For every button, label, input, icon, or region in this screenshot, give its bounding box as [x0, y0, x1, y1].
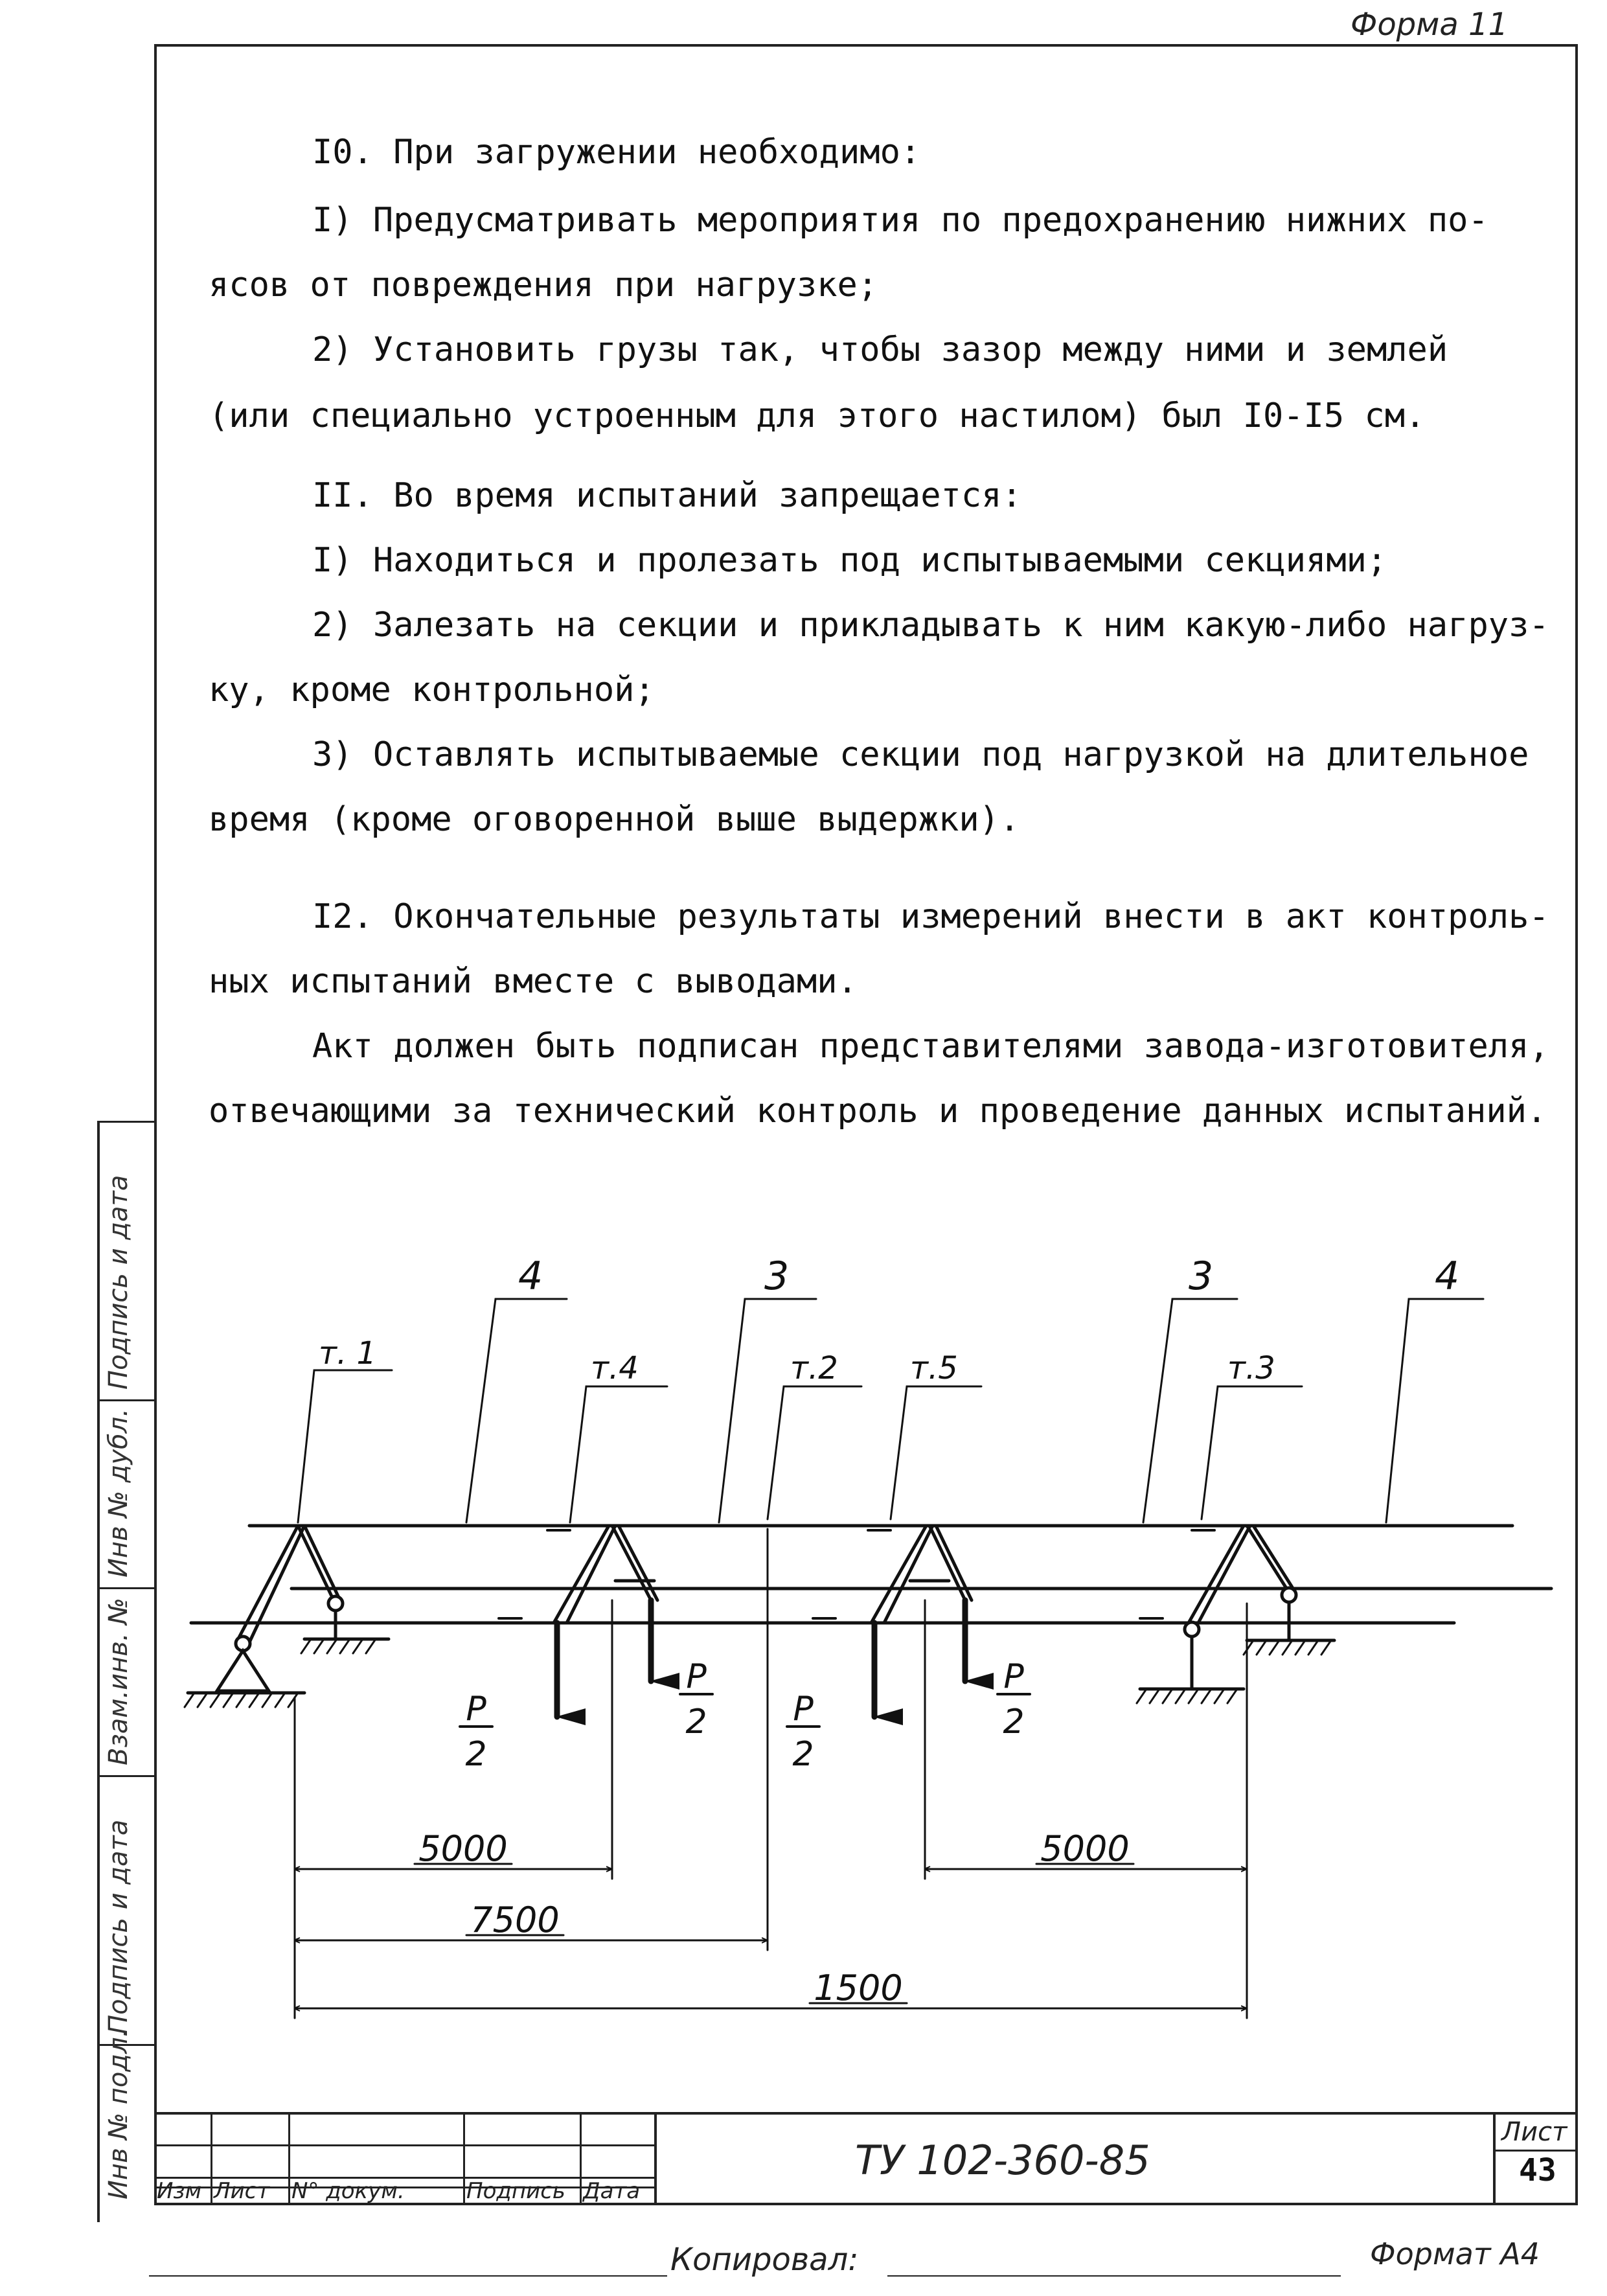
- paragraph-13a: Акт должен быть подписан представителями завода-изготовителя,: [312, 1027, 1549, 1066]
- side-stamp-label: Взам.инв. №: [104, 1598, 133, 1765]
- load-fraction-bars: [460, 1694, 1030, 1727]
- document-code: ТУ 102-360-85: [855, 2137, 1150, 2184]
- paragraph-10-2b: (или специально устроенным для этого настилом) был I0-I5 см.: [209, 396, 1426, 435]
- side-stamp-label: Подпись и дата: [104, 1819, 133, 2034]
- form-label: Форма 11: [1351, 6, 1509, 43]
- point-label: т. 1: [319, 1335, 377, 1372]
- callout-label: 3: [764, 1254, 790, 1299]
- title-block-column-label: Лист: [214, 2178, 270, 2204]
- title-block-column-label: Дата: [583, 2178, 641, 2204]
- load-label-denominator: 2: [685, 1703, 707, 1741]
- format-label: Формат А4: [1370, 2236, 1540, 2271]
- paragraph-11-2b: ку, кроме контрольной;: [209, 671, 655, 709]
- point-label: т.3: [1227, 1350, 1275, 1386]
- dimension-label: 5000: [1040, 1828, 1130, 1869]
- paragraph-11-3b: время (кроме оговоренной выше выдержки).: [209, 800, 1020, 839]
- paragraph-11-3a: 3) Оставлять испытываемые секции под нагрузкой на длительное: [312, 735, 1529, 774]
- paragraph-10: I0. При загружении необходимо:: [312, 133, 921, 172]
- paragraph-12a: I2. Окончательные результаты измерений внести в акт контроль-: [312, 897, 1549, 936]
- title-block-column-label: N° докум.: [291, 2178, 405, 2204]
- point-label: т.2: [790, 1350, 838, 1386]
- sheet-number: 43: [1519, 2152, 1556, 2188]
- callout-label: 3: [1189, 1254, 1214, 1299]
- hatch-right: [1137, 1640, 1331, 1703]
- paragraph-10-1b: ясов от повреждения при нагрузке;: [209, 266, 878, 304]
- dimension-label: 7500: [470, 1900, 560, 1940]
- load-label-numerator: P: [1003, 1657, 1024, 1696]
- paragraph-10-1a: I) Предусматривать мероприятия по предохранению нижних по-: [312, 201, 1488, 240]
- side-stamp-label: Инв № подл.: [104, 2028, 133, 2199]
- sheet-label: Лист: [1501, 2117, 1567, 2147]
- hatch-left: [185, 1639, 376, 1707]
- callout-label: 4: [1435, 1254, 1460, 1299]
- point-label: т.4: [591, 1350, 639, 1386]
- copied-by-label: Копировал:: [670, 2242, 859, 2278]
- dimension-lines: [295, 1869, 1247, 2008]
- dimension-label: 1500: [814, 1968, 903, 2008]
- paragraph-13b: отвечающими за технический контроль и проведение данных испытаний.: [209, 1092, 1547, 1131]
- callout-label: 4: [518, 1254, 543, 1299]
- point-label: т.5: [910, 1350, 958, 1386]
- load-label-denominator: 2: [465, 1735, 487, 1774]
- load-label-numerator: P: [793, 1690, 814, 1728]
- title-block-column-label: Подпись: [466, 2178, 565, 2204]
- paragraph-11: II. Во время испытаний запрещается:: [312, 476, 1022, 515]
- title-block-column-label: Изм: [157, 2178, 202, 2204]
- paragraph-11-2a: 2) Залезать на секции и прикладывать к ним какую-либо нагруз-: [312, 606, 1549, 645]
- load-label-denominator: 2: [1003, 1703, 1025, 1741]
- dimension-extensions: [295, 1529, 1247, 2018]
- paragraph-11-1: I) Находиться и пролезать под испытываемыми секциями;: [312, 541, 1387, 580]
- dimension-label: 5000: [418, 1828, 508, 1869]
- load-frame-2: [871, 1526, 972, 1623]
- paragraph-12b: ных испытаний вместе с выводами.: [209, 962, 858, 1001]
- side-stamp-label: Подпись и дата: [104, 1175, 133, 1390]
- load-label-denominator: 2: [792, 1735, 814, 1774]
- callout-leaders: [298, 1299, 1483, 1522]
- footer-line-right: [887, 2275, 1341, 2277]
- support-right: [1140, 1526, 1334, 1689]
- load-label-numerator: P: [466, 1690, 486, 1728]
- support-left: [188, 1526, 389, 1693]
- load-label-numerator: P: [686, 1657, 707, 1696]
- paragraph-10-2a: 2) Установить грузы так, чтобы зазор между ними и землей: [312, 330, 1448, 369]
- load-frame-1: [554, 1526, 657, 1623]
- side-stamp-label: Инв № дубл.: [104, 1408, 133, 1578]
- footer-line-left: [149, 2275, 667, 2277]
